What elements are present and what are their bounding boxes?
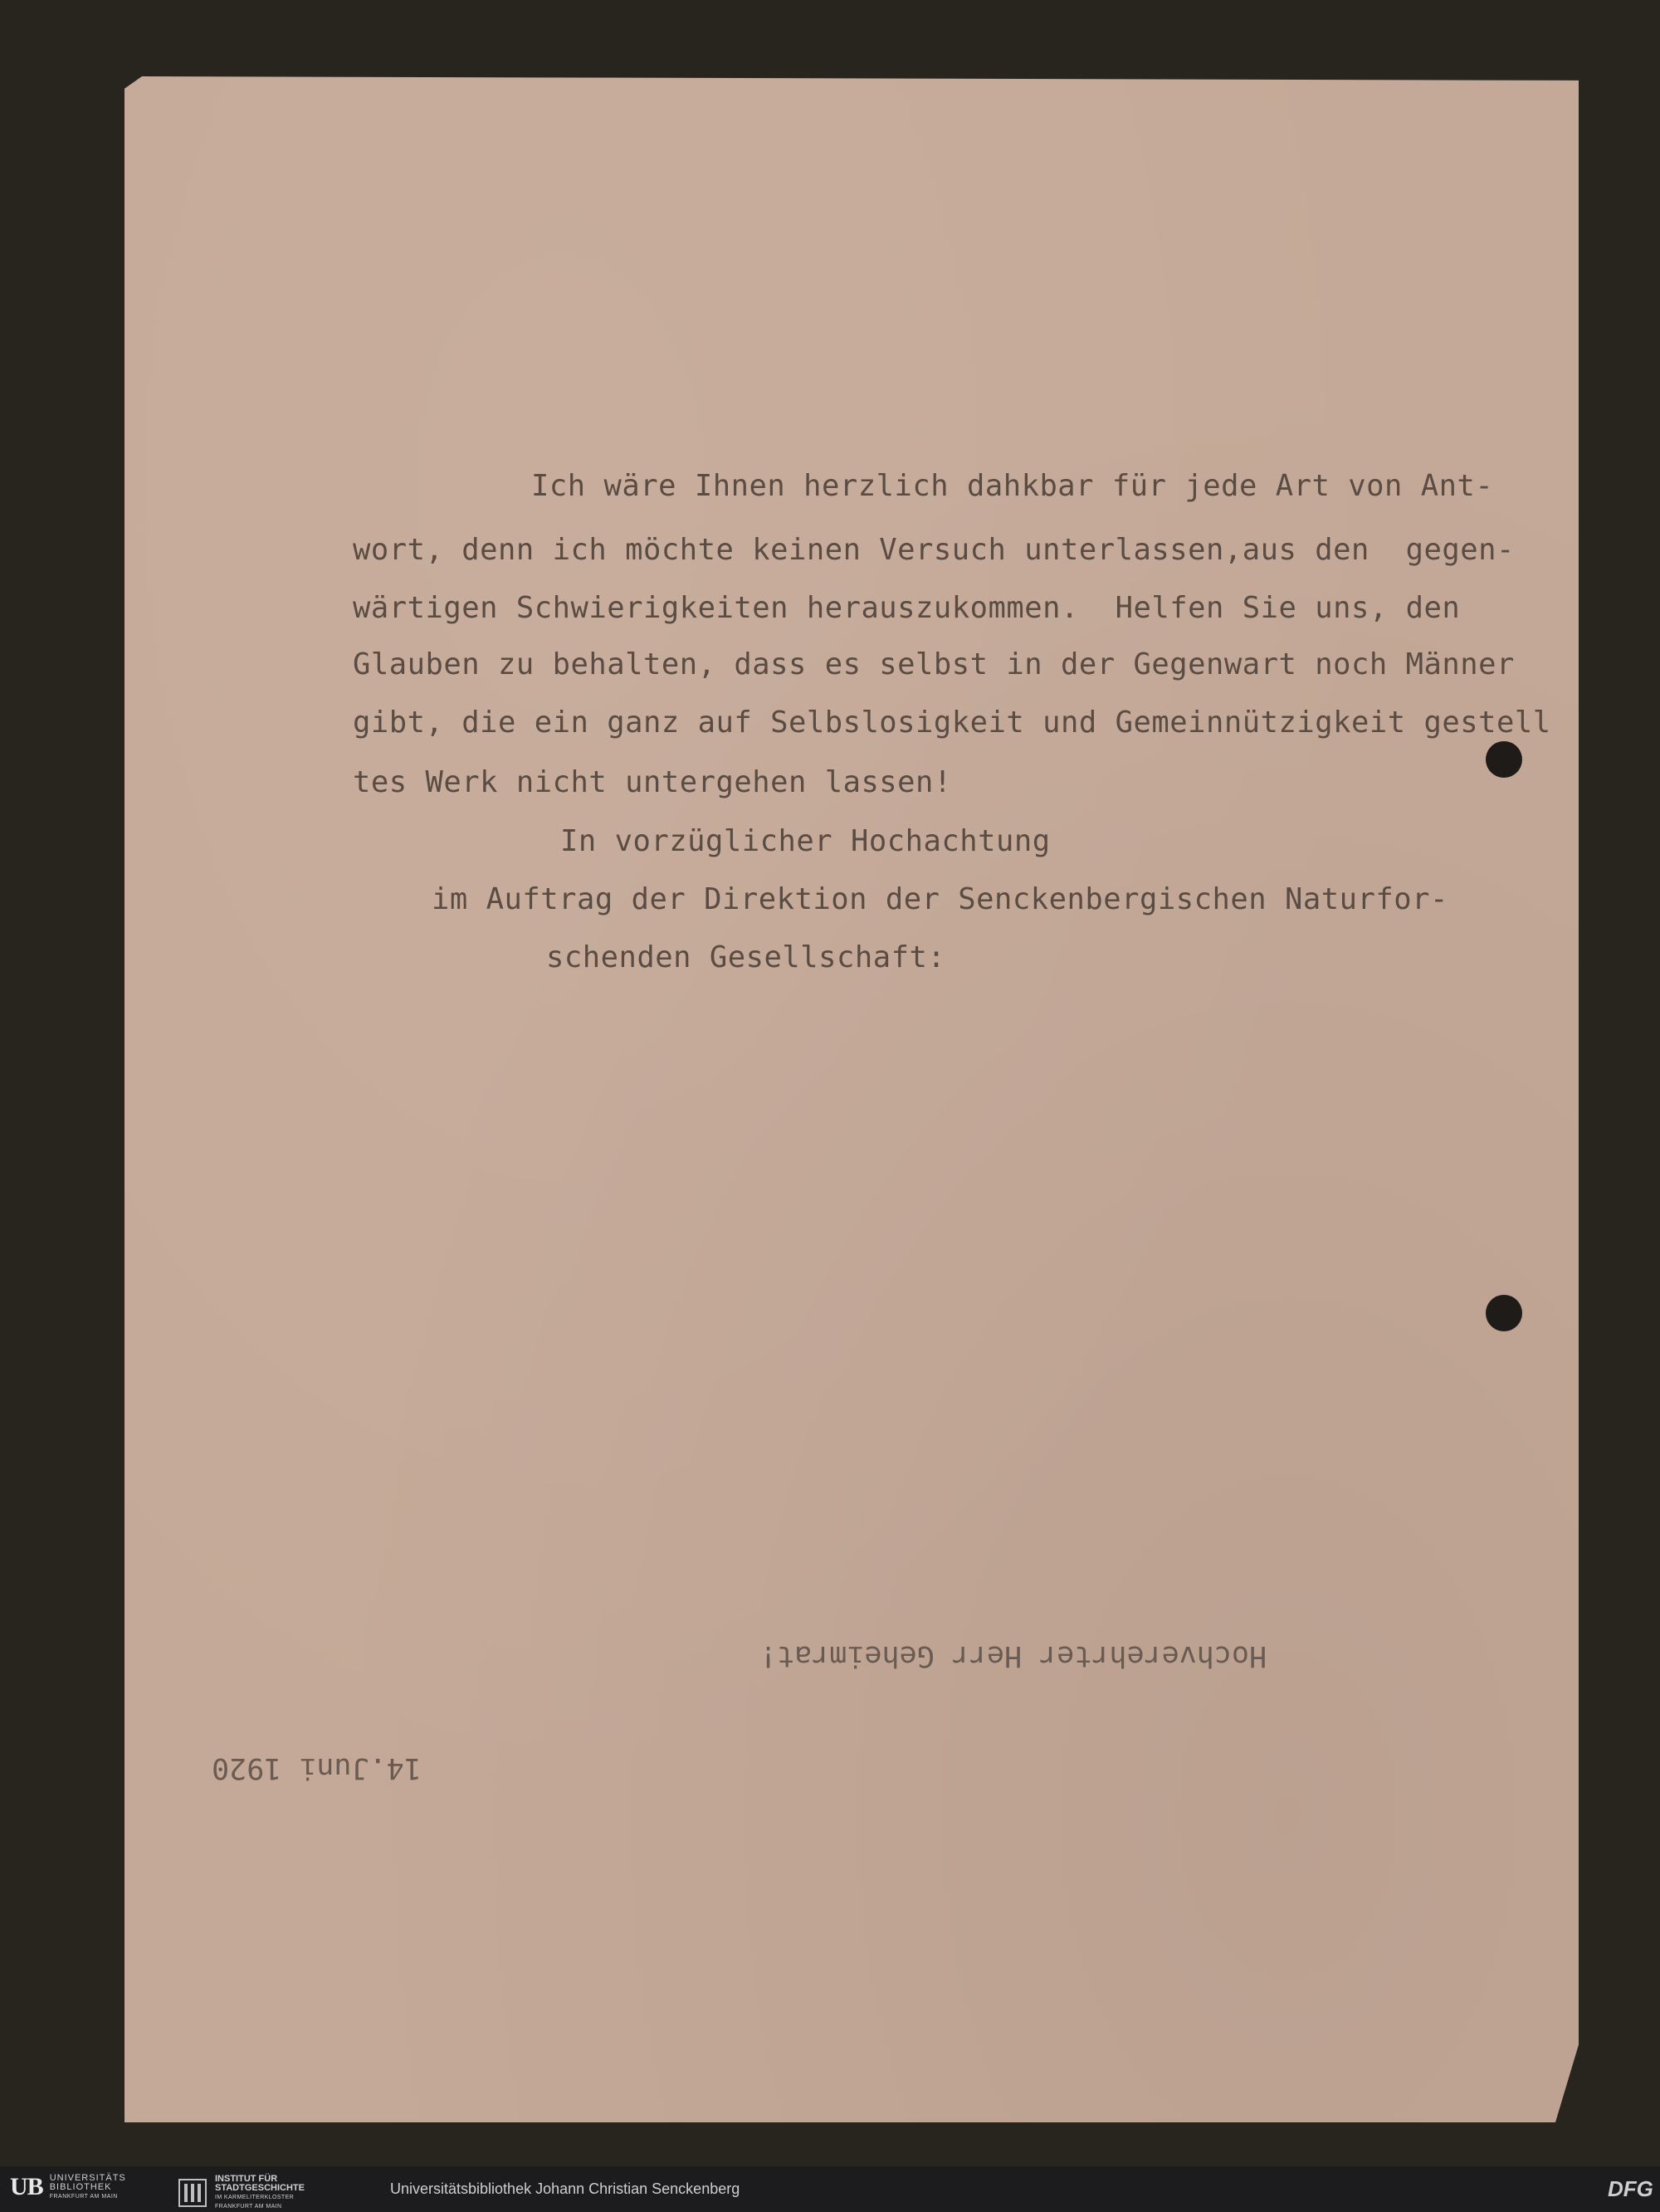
ub-logo-text <box>50 2174 126 2201</box>
ub-name-line-1: UNIVERSITÄTS <box>49 2172 126 2183</box>
letter-line-2: wort, denn ich möchte keinen Versuch unterlassen,aus den gegen- <box>353 533 1515 567</box>
institute-line-1: INSTITUT FÜR <box>215 2174 278 2184</box>
institute-line-2: STADTGESCHICHTE <box>215 2183 305 2193</box>
footer-caption: Universitätsbibliothek Johann Christian Senckenberg <box>390 2180 740 2197</box>
letter-line-4: Glauben zu behalten, dass es selbst in der Gegenwart noch Männer <box>353 647 1515 681</box>
dfg-logo: DFG <box>1608 2176 1653 2201</box>
signature-line-1: im Auftrag der Direktion der Senckenbergischen Naturfor- <box>432 882 1448 916</box>
punch-hole-lower <box>1486 1295 1522 1331</box>
letter-line-5: gibt, die ein ganz auf Selbslosigkeit und Gemeinnützigkeit gestell <box>353 706 1551 740</box>
institute-line-3: IM KARMELITERKLOSTER <box>215 2195 295 2200</box>
bleed-through-salutation: Hochverehrter Herr Geheimrat! <box>759 1639 1267 1672</box>
institute-line-4: FRANKFURT AM MAIN <box>215 2204 282 2210</box>
footer-bar <box>0 2166 1660 2212</box>
signature-line-2: schenden Gesellschaft: <box>546 940 946 974</box>
ub-logo <box>10 2173 126 2201</box>
institute-text <box>215 2175 305 2211</box>
ub-logo-mark: UB <box>10 2173 43 2200</box>
letter-line-1: Ich wäre Ihnen herzlich dahkbar für jede Art von Ant- <box>531 469 1494 503</box>
letter-line-6: tes Werk nicht untergehen lassen! <box>353 765 952 799</box>
institute-columns-icon <box>178 2179 207 2207</box>
ub-name-line-2: BIBLIOTHEK <box>49 2181 112 2192</box>
bleed-through-date: 14.Juni 1920 <box>212 1751 422 1785</box>
institute-logo <box>178 2175 305 2211</box>
ub-name-line-3: FRANKFURT AM MAIN <box>49 2193 118 2200</box>
letter-sheet <box>124 76 1579 2122</box>
letter-line-3: wärtigen Schwierigkeiten herauszukommen. Helfen Sie uns, den <box>353 591 1461 625</box>
punch-hole-upper <box>1486 741 1522 778</box>
closing-line: In vorzüglicher Hochachtung <box>560 824 1051 858</box>
